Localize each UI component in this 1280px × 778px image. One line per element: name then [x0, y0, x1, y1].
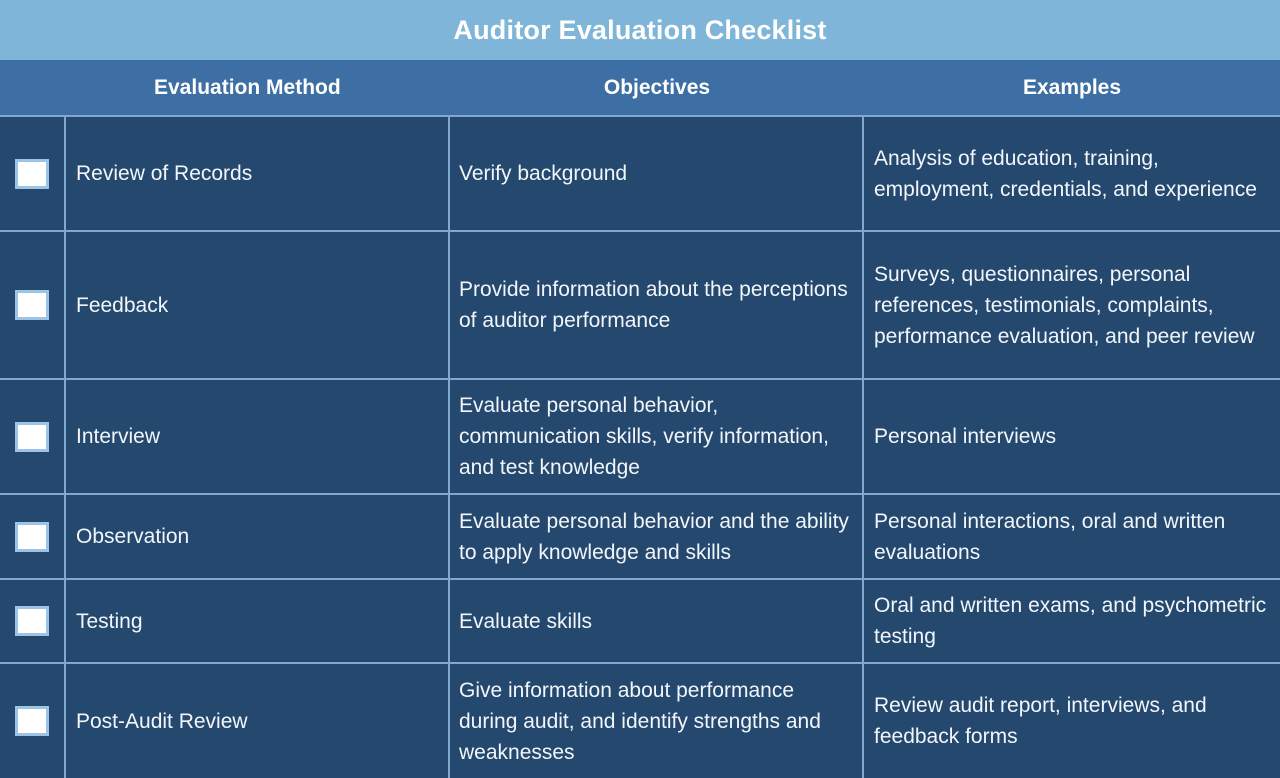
objective-cell: Provide information about the perceptions of auditor performance — [450, 232, 864, 378]
objective-cell: Evaluate skills — [450, 580, 864, 662]
table-row — [0, 230, 1280, 378]
page-title: Auditor Evaluation Checklist — [0, 0, 1280, 60]
example-cell: Personal interviews — [874, 425, 1057, 448]
checkbox[interactable] — [15, 606, 49, 636]
example-cell: Oral and written exams, and psychometric testing — [874, 594, 1267, 648]
method-cell: Interview — [66, 380, 450, 493]
method-cell: Review of Records — [66, 117, 450, 230]
objective-cell: Evaluate personal behavior, communication skills, verify information, and test knowledge — [450, 380, 864, 493]
method-cell: Feedback — [66, 232, 450, 378]
method-cell: Testing — [66, 580, 450, 662]
objective-cell: Give information about performance during audit, and identify strengths and weaknesses — [450, 664, 864, 778]
method-cell: Post-Audit Review — [66, 664, 450, 778]
table-row — [0, 378, 1280, 493]
checkbox[interactable] — [15, 159, 49, 189]
objective-cell: Evaluate personal behavior and the ability to apply knowledge and skills — [450, 495, 864, 578]
checkbox[interactable] — [15, 290, 49, 320]
table-row — [0, 662, 1280, 778]
objective-cell: Verify background — [450, 117, 864, 230]
table-row — [0, 578, 1280, 662]
example-cell: Review audit report, interviews, and feedback forms — [874, 694, 1207, 748]
checkbox[interactable] — [15, 706, 49, 736]
table-row — [0, 493, 1280, 578]
method-cell: Observation — [66, 495, 450, 578]
header-evaluation-method: Evaluation Method — [154, 75, 341, 99]
checklist-table — [0, 115, 1280, 778]
checkbox[interactable] — [15, 422, 49, 452]
table-header — [0, 60, 1280, 115]
example-cell: Analysis of education, training, employment, credentials, and experience — [874, 146, 1257, 201]
table-row — [0, 115, 1280, 230]
header-examples: Examples — [1022, 75, 1122, 99]
header-objectives: Objectives — [603, 75, 711, 99]
example-cell: Personal interactions, oral and written evaluations — [874, 509, 1226, 564]
checkbox[interactable] — [15, 522, 49, 552]
example-cell: Surveys, questionnaires, personal references, testimonials, complaints, performance evaluation, and peer review — [874, 262, 1255, 348]
